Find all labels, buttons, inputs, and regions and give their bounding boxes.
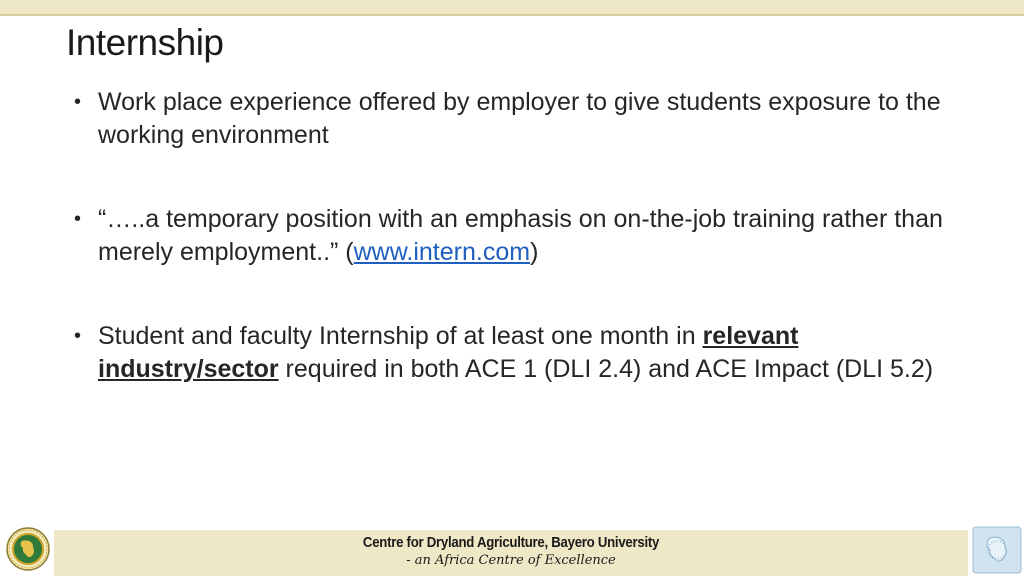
bullet-text: Student and faculty Internship of at least one month in (98, 322, 703, 350)
university-seal-icon (6, 527, 50, 571)
intern-website-link[interactable]: www.intern.com (353, 237, 531, 266)
bullet-text: Work place experience offered by employer to give students exposure to the working environment (98, 88, 941, 149)
bullet-text-end: ) (530, 237, 539, 266)
bullet-list (72, 86, 952, 385)
emphasis-text: relevant industry/sector (98, 322, 799, 383)
footer-tagline: - an Africa Centre of Excellence (406, 553, 616, 568)
footer-band (54, 530, 968, 576)
bullet-item (72, 203, 952, 268)
bullet-dot-icon: • (74, 91, 82, 113)
slide-title: Internship (66, 22, 224, 63)
bullet-text-end: required in both ACE 1 (DLI 2.4) and ACE Impact (DLI 5.2) (278, 354, 934, 383)
bullet-item (72, 86, 952, 151)
bullet-text: “…..a temporary position with an emphasis on on-the-job training rather than merely employment..” ( (98, 205, 943, 266)
bullet-dot-icon: • (74, 208, 82, 230)
footer-institution: Centre for Dryland Agriculture, Bayero University (362, 534, 660, 551)
top-decorative-band (0, 0, 1024, 16)
ace-emblem-icon (972, 526, 1022, 574)
bullet-dot-icon: • (74, 325, 82, 347)
bullet-item (72, 320, 952, 385)
